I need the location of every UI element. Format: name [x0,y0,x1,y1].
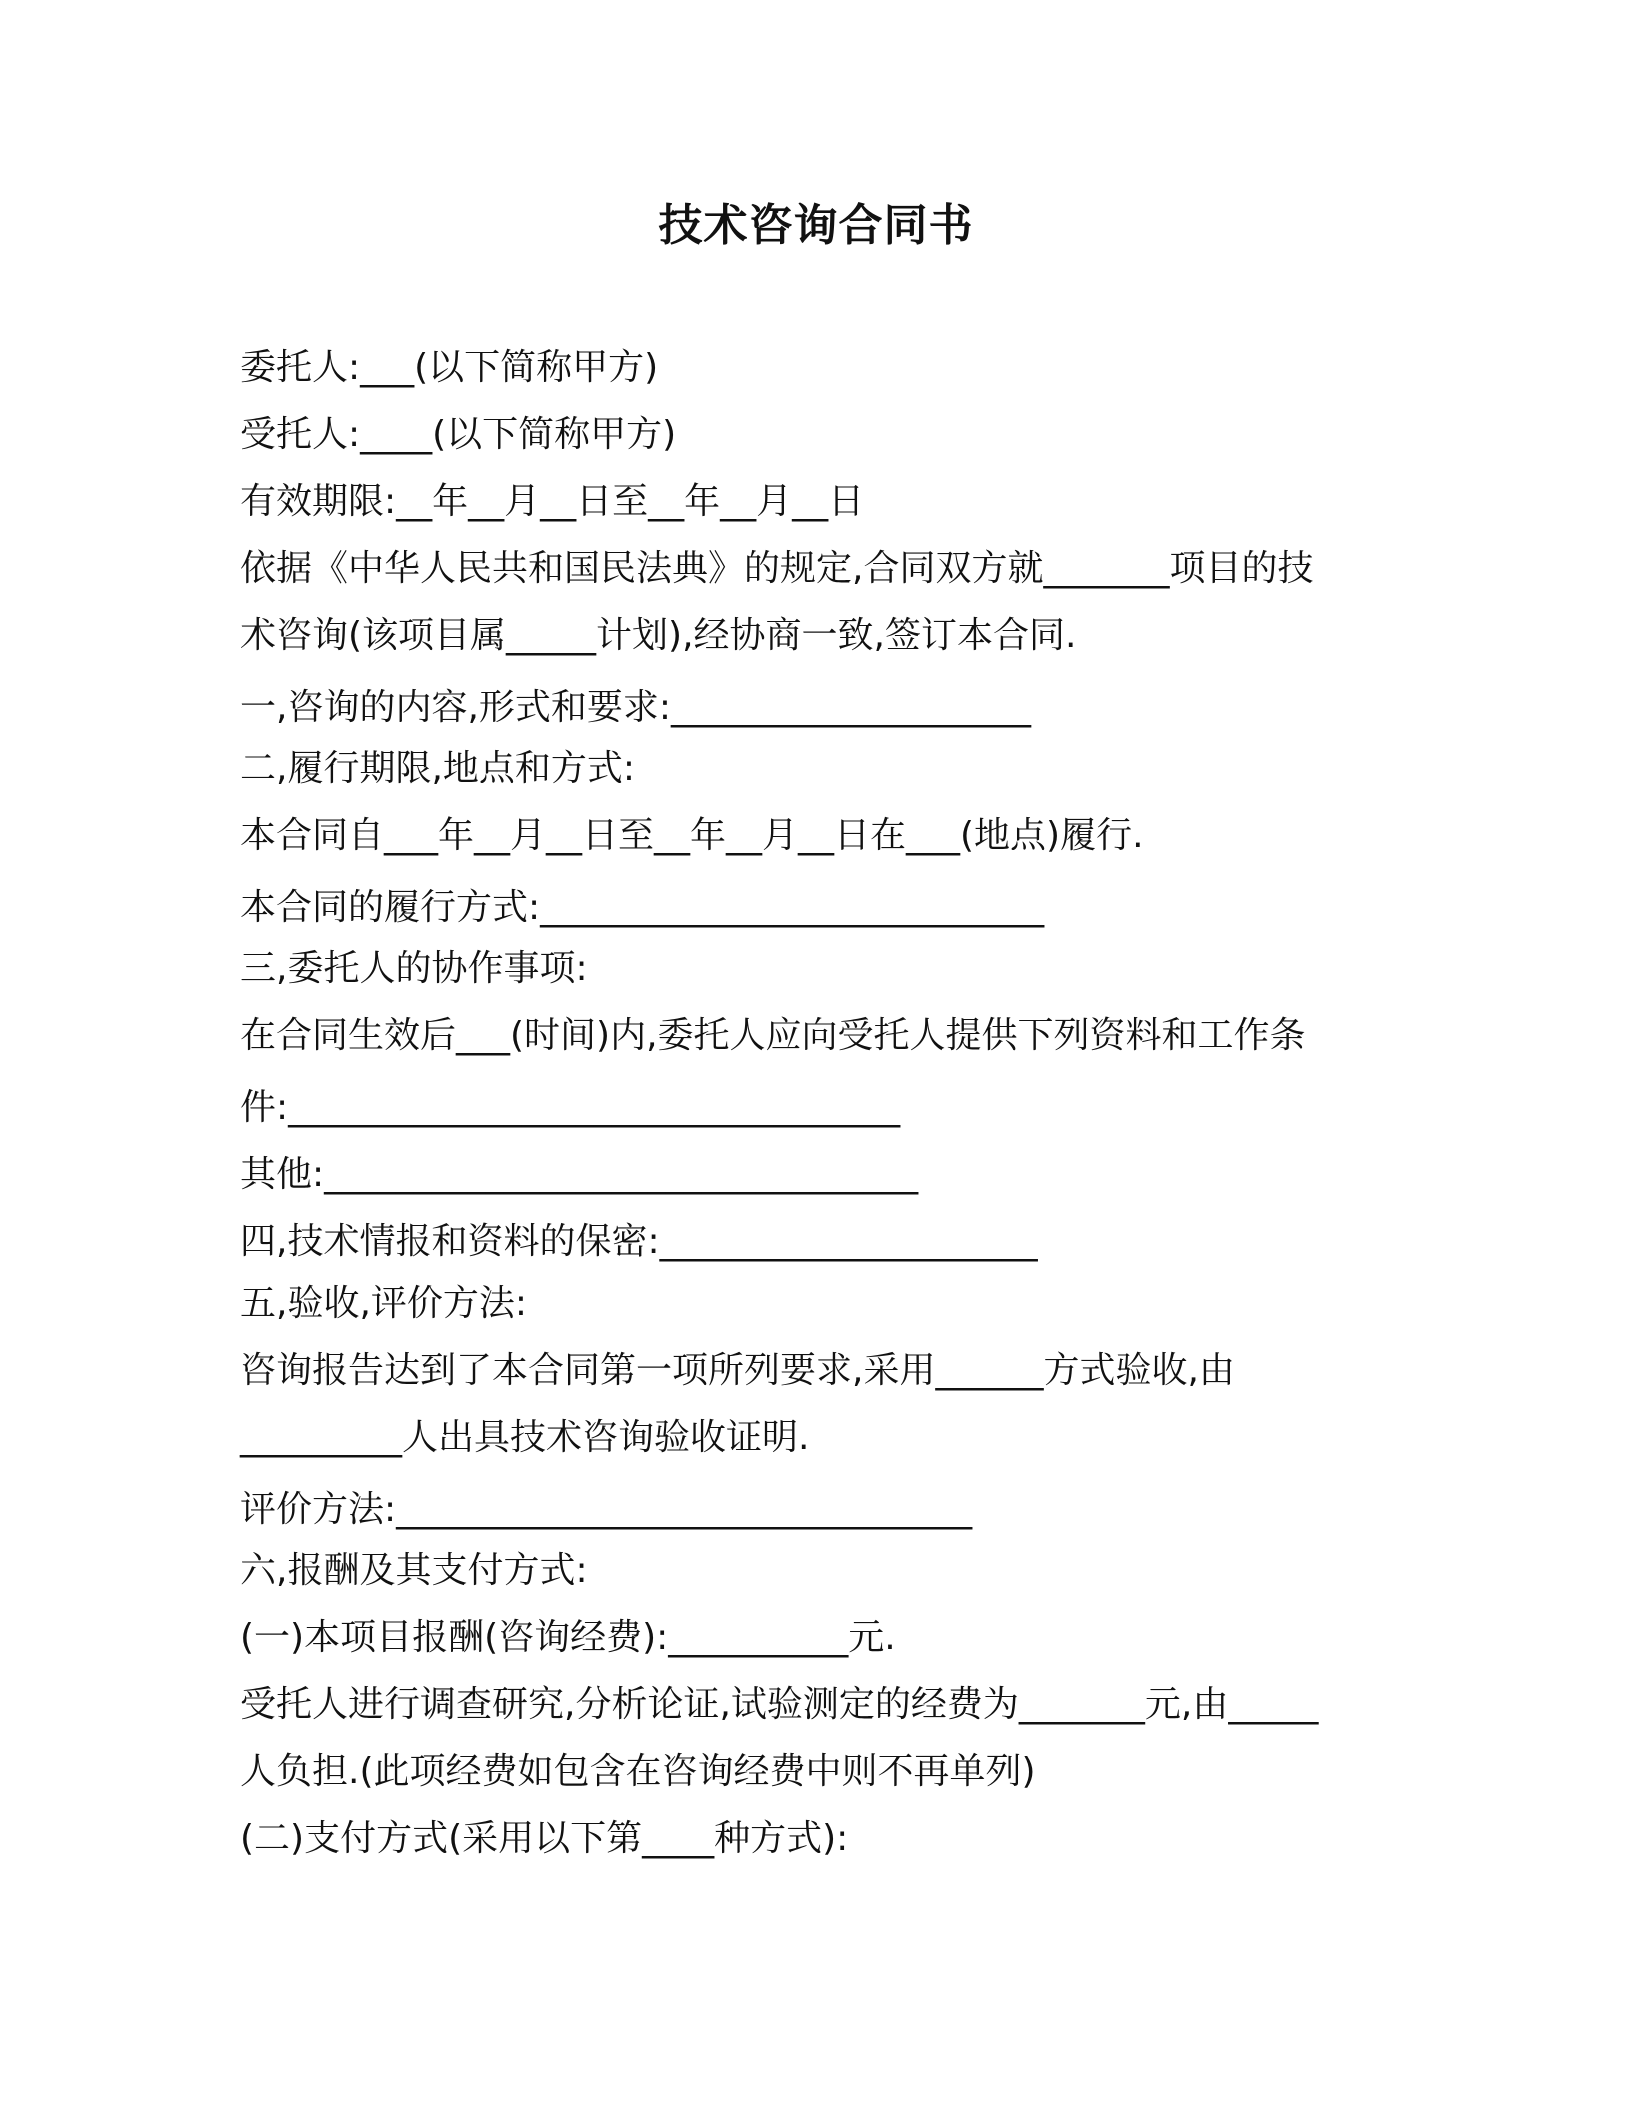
section-2-method: 本合同的履行方式:____________________________ [240,887,1045,928]
section-3-materials-cont: 件:__________________________________ [240,1087,901,1128]
section-5-heading: 五,验收,评价方法: [240,1283,528,1324]
section-1-content: 一,咨询的内容,形式和要求:____________________ [240,687,1032,728]
section-6-heading: 六,报酬及其支付方式: [240,1550,588,1591]
section-5-acceptance: 咨询报告达到了本合同第一项所列要求,采用______方式验收,由 [240,1350,1235,1391]
section-3-materials: 在合同生效后___(时间)内,委托人应向受托人提供下列资料和工作条 [240,1015,1306,1056]
document-title: 技术咨询合同书 [658,200,974,251]
section-4-confidentiality: 四,技术情报和资料的保密:_____________________ [240,1221,1038,1262]
clause-client: 委托人:___(以下简称甲方) [240,347,659,388]
clause-consultant: 受托人:____(以下简称甲方) [240,414,677,455]
section-6-payment-method: (二)支付方式(采用以下第____种方式): [240,1818,849,1859]
section-2-heading: 二,履行期限,地点和方式: [240,748,636,789]
clause-legal-basis-cont: 术咨询(该项目属_____计划),经协商一致,签订本合同. [240,615,1077,656]
section-5-acceptance-cont: _________人出具技术咨询验收证明. [240,1417,810,1458]
section-6-fee: (一)本项目报酬(咨询经费):__________元. [240,1617,896,1658]
clause-legal-basis: 依据《中华人民共和国民法典》的规定,合同双方就_______项目的技 [240,548,1314,589]
section-5-evaluation: 评价方法:________________________________ [240,1489,973,1530]
section-6-research-cost-cont: 人负担.(此项经费如包含在咨询经费中则不再单列) [240,1751,1036,1792]
section-3-other: 其他:_________________________________ [240,1154,919,1195]
section-6-research-cost: 受托人进行调查研究,分析论证,试验测定的经费为_______元,由_____ [240,1684,1319,1725]
clause-validity-period: 有效期限:__年__月__日至__年__月__日 [240,481,865,522]
section-2-period: 本合同自___年__月__日至__年__月__日在___(地点)履行. [240,815,1144,856]
section-3-heading: 三,委托人的协作事项: [240,948,588,989]
